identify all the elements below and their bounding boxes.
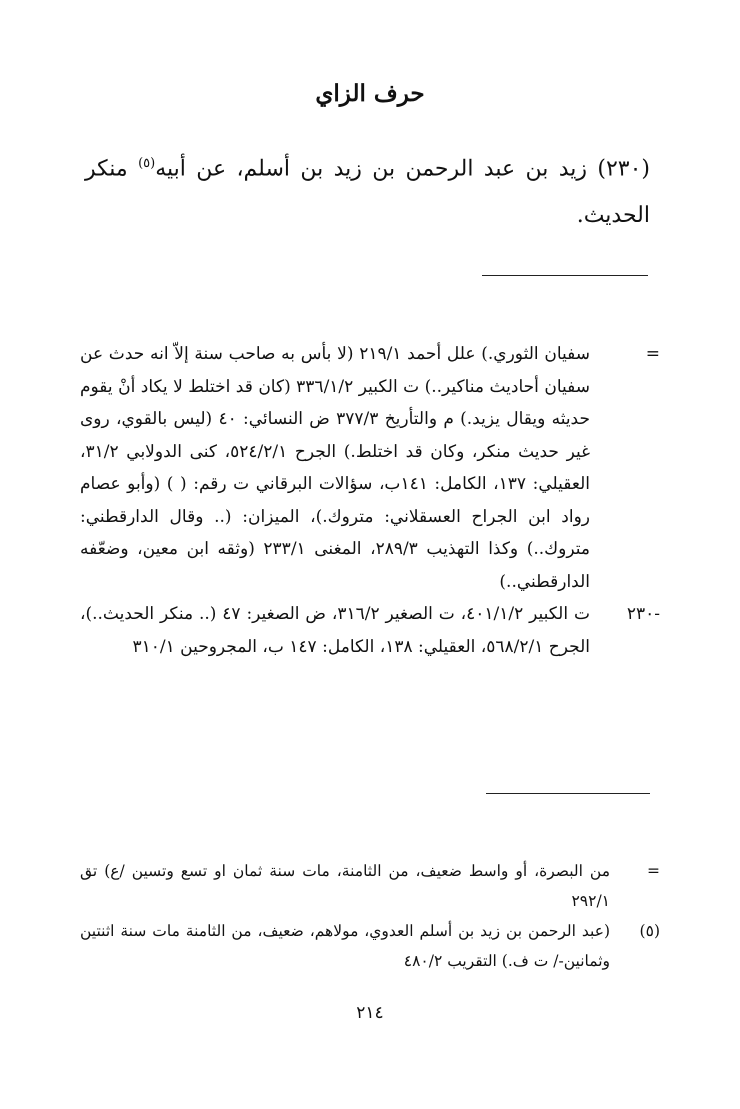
footnote-marker: = <box>647 862 660 880</box>
footnote-text: من البصرة، أو واسط ضعيف، من الثامنة، مات سنة ثمان او تسع وتسين /ع) تق ٢٩٢/١ <box>80 862 610 910</box>
commentary-notes <box>80 338 660 663</box>
note-item <box>80 338 660 598</box>
entry-text-continued: منكر الحديث. <box>85 156 650 229</box>
page-number: ٢١٤ <box>356 1003 384 1023</box>
footnote-item <box>80 916 660 976</box>
note-marker: = <box>645 344 660 364</box>
entry-text: زيد بن عبد الرحمن بن زيد بن أسلم، عن أبيه <box>155 156 587 182</box>
separator-rule-bottom <box>486 793 650 794</box>
note-text: سفيان الثوري.) علل أحمد ٢١٩/١ (لا بأس به صاحب سنة إلاّ انه حدث عن سفيان أحاديث مناكير..) ت الكبير ٣٣٦/١/٢ (كان قد اختلط لا يكاد أنْ يقوم حديثه ويقال يزيد.) م والتأريخ ٣٧٧/٣ ض النسائي: ٤٠ (ليس بالقوي، روى غير حديث منكر، وكان قد اختلط.) الجرح ٥٢٤/٢/١، كنى الدولابي ٣١/٢، العقيلي: ١٣٧، الكامل: ١٤١ب، سؤالات البرقاني ت رقم: ( ) (وأبو عصام رواد ابن الجراح العسقلاني: متروك.)، الميزان: (.. وقال الدارقطني: متروك..) وكذا التهذيب ٢٨٩/٣، المغنى ٢٣٣/١ (وثقه ابن معين، وضعّفه الدارقطني..) <box>80 344 591 592</box>
chapter-heading: حرف الزاي <box>315 80 425 107</box>
footnotes <box>80 856 660 976</box>
footnote-item <box>80 856 660 916</box>
entry-number: (٢٣٠) <box>597 156 650 182</box>
note-text: ت الكبير ٤٠١/١/٢، ت الصغير ٣١٦/٢، ض الصغير: ٤٧ (.. منكر الحديث..)، الجرح ٥٦٨/٢/١، العقيلي: ١٣٨، الكامل: ١٤٧ ب، المجروحين ٣١٠/١ <box>80 604 590 657</box>
footnote-reference: (٥) <box>138 156 156 171</box>
note-marker: -٢٣٠ <box>626 604 660 624</box>
footnote-marker: (٥) <box>639 922 660 940</box>
footnote-text: (عبد الرحمن بن زيد بن أسلم العدوي، مولاهم، ضعيف، من الثامنة مات سنة اثنتين وثمانين-/ ت ف.) التقريب ٤٨٠/٢ <box>80 922 610 970</box>
note-item <box>80 598 660 663</box>
main-entry <box>85 140 650 239</box>
separator-rule-top <box>482 275 648 276</box>
